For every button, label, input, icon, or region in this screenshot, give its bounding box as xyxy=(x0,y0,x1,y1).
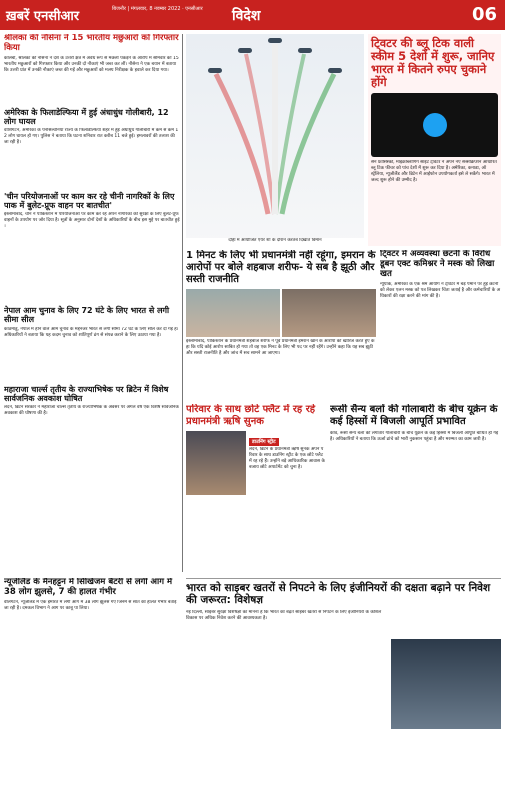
story-body: वाशिंगटन, अमेरिका के पेनसिल्वेनिया राज्य के फिलाडेल्फिया शहर में हुई अंधाधुंध गोलीबारी में कम से कम 12 लोग घायल हो गए। पुलिस ने बताया कि घटना शनिवार रात करीब 11 बजे हुई। हमलावरों की तलाश की जा रही है। xyxy=(4,127,179,145)
headline: परिवार के साथ छोटे फ्लैट में रह रहे प्रधानमंत्री ऋषि सुनक xyxy=(186,404,316,427)
page-number: 06 xyxy=(471,4,497,25)
engineer-photo xyxy=(391,639,501,729)
story-newzealand xyxy=(4,578,180,796)
story-body: काठमांडू, नेपाल में होने वाले आम चुनाव के मद्देनजर भारत से लगी सीमा 72 घंटे के लिए सील कर दी गई है। अधिकारियों ने बताया कि यह कदम चुनाव को शांतिपूर्ण ढंग से संपन्न कराने के लिए उठाया गया है। xyxy=(4,326,179,338)
story-sunak xyxy=(186,404,326,574)
story-china-pak xyxy=(4,192,180,302)
story-srilanka xyxy=(4,34,180,104)
headline: टि्वटर की ब्लू टिक वाली स्कीम 5 देशों में शुरू, जानिए भारत में कितने रुपए चुकाने होंगे xyxy=(371,36,495,89)
story-nepal xyxy=(4,306,180,380)
story-britain xyxy=(4,385,180,453)
smoke-trails-image xyxy=(186,34,364,236)
story-body: इस्लामाबाद, पाकिस्तान के प्रधानमंत्री शहबाज शरीफ ने पूर्व प्रधानमंत्री इमरान खान के आरोपों को खारिज करते हुए कहा कि यदि कोई आरोप साबित हो गया तो वह एक मिनट के लिए भी पद पर नहीं रहेंगे। उन्होंने कहा कि यह सब झूठी और सस्ती राजनीति है और जांच में सच सामने आ जाएगा। xyxy=(186,339,375,356)
photo-pair xyxy=(186,289,376,337)
imran-photo xyxy=(282,289,376,337)
story-body: कीव, रूसी सैन्य बलों की लगातार गोलाबारी के बीच यूक्रेन के कई हिस्सों में बिजली आपूर्ति बाधित हो गई है। अधिकारियों ने बताया कि ऊर्जा ढांचे को भारी नुकसान पहुंचा है और मरम्मत का काम जारी है। xyxy=(330,431,499,442)
jet-icon xyxy=(328,68,342,73)
story-tag: डाउनिंग स्ट्रीट xyxy=(249,438,279,446)
masthead: ख़बरें एनसीआर xyxy=(6,9,80,24)
story-shahbaz xyxy=(186,250,376,400)
headline: महाराजा चार्ल्स तृतीय के राज्याभिषेक पर ब्रिटेन में विशेष सार्वजनिक अवकाश घोषित xyxy=(4,384,169,403)
headline: अमेरिका के फिलाडेल्फिया में हुई अंधाधुंध गोलीबारी, 12 लोग घायल xyxy=(4,107,169,126)
story-body: इस्लामाबाद, चीन ने पाकिस्तान में परियोजनाओं पर काम कर रहे अपने नागरिकों की सुरक्षा के लिए बुलेट-प्रूफ वाहनों के उपयोग पर जोर दिया है। सूत्रों के अनुसार दोनों देशों के अधिकारियों के बीच इस मुद्दे पर बातचीत हुई। xyxy=(4,212,180,230)
photo-caption: दोहा में आयोजित एयर शो के दौरान करतब दिखाते विमान xyxy=(186,238,364,246)
story-body: नई दिल्ली, साइबर सुरक्षा विशेषज्ञों का मानना है कि भारत को बढ़ते साइबर खतरों से निपटने के लिए इंजीनियरों के कौशल विकास पर अधिक निवेश करने की आवश्यकता है। xyxy=(186,610,382,621)
twitter-screen-image xyxy=(371,93,498,157)
story-body: कोलंबो, श्रीलंका की नौसेना ने देश के उत्तरी क्षेत्र में अवैध रूप से मछली पकड़ने के आरोप में सोमवार को 15 भारतीय मछुआरों को गिरफ्तार किया और उनकी दो नौकाएं भी जब्त कर लीं। नौसेना ने एक बयान में बताया कि उत्तरी प्रांत में उनकी नौकाएं जब्त की गईं और मछुआरों को मत्स्य निरीक्षक के हवाले कर दिया गया। xyxy=(4,55,179,73)
shahbaz-photo xyxy=(186,289,280,337)
dateline: बिजनौर | मंगलवार, 8 नवम्बर 2022 · एनसीआर xyxy=(112,6,203,12)
headline: न्यूजीलैंड के मैनहट्टन में सिखिजम बैटरी से लगी आग में 38 लोग झुलसे, 7 की हालत गंभीर xyxy=(4,578,173,597)
headline: 'चीन परियोजनाओं पर काम कर रहे चीनी नागरिकों के लिए पाक में बुलेट-प्रूफ वाहन पर बातचीत' xyxy=(4,191,175,211)
headline: रूसी सैन्य बलों की गोलाबारी के बीच यूक्रेन के कई हिस्सों में बिजली आपूर्ति प्रभावित xyxy=(330,404,498,427)
sunak-photo xyxy=(186,431,246,495)
jet-icon xyxy=(298,48,312,53)
story-body: सैन फ्रांसिस्को, माइक्रोब्लॉगिंग साइट ट्विटर ने अपने नए सब्सक्रिप्शन आधारित ब्लू टिक फीचर को पांच देशों में शुरू कर दिया है। अमेरिका, कनाडा, ऑस्ट्रेलिया, न्यूजीलैंड और ब्रिटेन में आईफोन उपयोगकर्ता इसे ले सकेंगे। भारत में जल्द शुरू होने की उम्मीद है। xyxy=(371,160,497,183)
story-ukraine xyxy=(330,404,501,574)
headline: टि्वटर में अव्यवस्था छंटनी के विरोध डूबन एक्ट कमिश्नर ने मस्क को लिखा खत xyxy=(380,250,495,279)
date: बिजनौर | मंगलवार, 8 नवम्बर 2022 xyxy=(112,6,181,12)
jet-icon xyxy=(238,48,252,53)
story-twitter-layoffs xyxy=(380,250,501,400)
headline: भारत को साइबर खतरों से निपटने के लिए इंजीनियरों की दक्षता बढ़ाने पर निवेश की जरूरत: विशेषज्ञ xyxy=(186,582,491,606)
headline: श्रीलंका की नौसेना ने 15 भारतीय मछुआरों को गिरफ्तार किया xyxy=(4,34,179,53)
twitter-bird-icon xyxy=(423,113,447,137)
story-body: लंदन, ब्रिटेन सरकार ने महाराजा चार्ल्स तृतीय के राज्याभिषेक के अवसर पर अगले वर्ष एक विशेष सार्वजनिक अवकाश की घोषणा की है। xyxy=(4,405,179,417)
headline: 1 मिनट के लिए भी प्रधानमंत्री नहीं रहूंगा, इमरान के आरोपों पर बोले शहबाज शरीफ- ये सब है झूठी और सस्ती राजनीति xyxy=(186,250,376,285)
twitter-feature xyxy=(368,34,501,246)
edition: एनसीआर xyxy=(185,6,203,12)
story-philadelphia xyxy=(4,108,180,188)
headline: नेपाल आम चुनाव के लिए 72 घंटे के लिए भारत से लगी सीमा सील xyxy=(4,306,170,325)
jet-icon xyxy=(268,38,282,43)
left-column xyxy=(4,34,180,574)
page-header xyxy=(0,0,505,30)
section-title: विदेश xyxy=(232,8,261,24)
story-body: वेलिंगटन, न्यूजीलैंड में एक इमारत में लगी आग में 38 लोग झुलस गए जिनमें से सात की हालत गंभीर बताई जा रही है। दमकल विभाग ने आग पर काबू पा लिया। xyxy=(4,599,177,611)
airshow-photo xyxy=(186,34,364,246)
story-body: लंदन, ब्रिटेन के प्रधानमंत्री ऋषि सुनक अपने परिवार के साथ डाउनिंग स्ट्रीट के एक छोटे फ्लैट में रह रहे हैं। उन्होंने बड़े आधिकारिक आवास के बजाय छोटे अपार्टमेंट को चुना है। xyxy=(249,447,325,470)
story-cyber xyxy=(186,578,501,796)
jet-icon xyxy=(208,68,222,73)
story-body: न्यूयॉर्क, अमेरिका के एक श्रम आयोग ने ट्विटर में बड़े पैमाने पर हुई छंटनी को लेकर एलन मस्क को पत्र लिखकर चिंता जताई है और कर्मचारियों के अधिकारों की रक्षा करने की मांग की है। xyxy=(380,282,501,300)
